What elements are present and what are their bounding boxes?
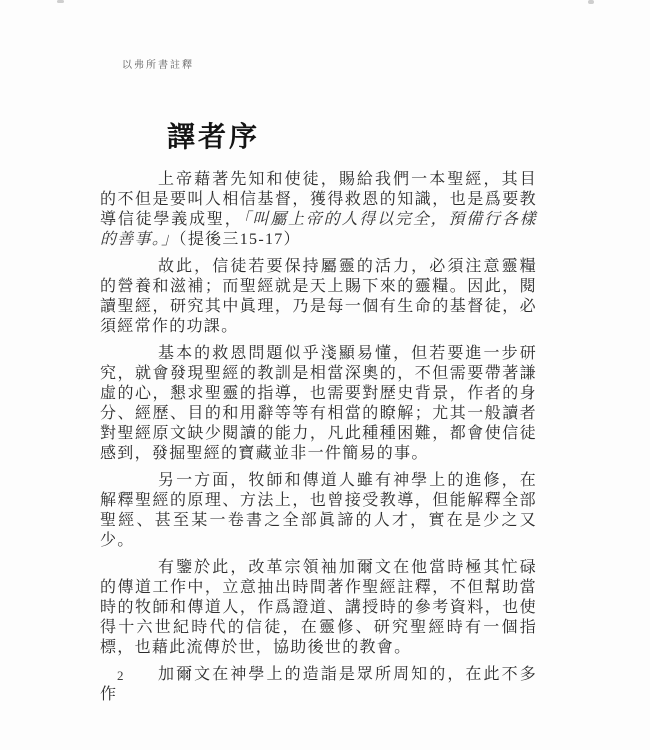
text-segment: 基本的救恩問題似乎淺顯易懂，但若要進一步研究，就會發現聖經的教訓是相當深奧的，不但需要帶著謙虛的心，懇求聖靈的指導，也需要對歷史背景，作者的身分、經歷、目的和用辭等等有相當的瞭解；尤其一般讀者對聖經原文缺少閱讀的能力，凡此種種困難，都會使信徒感到，發掘聖經的寶藏並非一件簡易的事。 <box>100 345 537 462</box>
body-text <box>100 170 537 712</box>
paragraph <box>100 665 537 705</box>
paragraph <box>100 558 537 658</box>
scan-artifact <box>588 0 594 4</box>
text-segment: 有鑒於此，改革宗領袖加爾文在他當時極其忙碌的傳道工作中，立意抽出時間著作聖經註釋，不但幫助當時的牧師和傳道人，作爲證道、講授時的參考資料，也使得十六世紀時代的信徒，在靈修、研究聖經時有一個指標，也藉此流傳於世，協助後世的教會。 <box>100 559 537 656</box>
paragraph <box>100 471 537 551</box>
quoted-scripture: 「叫屬上帝的人得以完全，預備行各樣的善事。」 <box>100 211 537 248</box>
text-segment: 故此，信徒若要保持屬靈的活力，必須注意靈糧的營養和滋補；而聖經就是天上賜下來的靈糧。因此，閱讀聖經，研究其中眞理，乃是每一個有生命的基督徒，必須經常作的功課。 <box>100 258 537 335</box>
text-segment: 另一方面，牧師和傳道人雖有神學上的進修，在解釋聖經的原理、方法上，也曾接受教導，但能解釋全部聖經、甚至某一卷書之全部眞諦的人才，實在是少之又少。 <box>100 472 537 549</box>
paragraph <box>100 344 537 464</box>
page-number: 2 <box>117 668 124 683</box>
paragraph <box>100 170 537 250</box>
text-segment: （提後三15-17） <box>178 231 301 248</box>
page-title: 譯者序 <box>167 121 261 153</box>
text-segment: 上帝藉著先知和使徒，賜給我們一本聖經，其目的不但是要叫人相信基督，獲得救恩的知識，也是爲要教導信徒學義成聖， <box>100 171 537 228</box>
scan-artifact <box>57 0 64 3</box>
running-header: 以弗所書註釋 <box>122 60 194 71</box>
text-segment: 加爾文在神學上的造詣是眾所周知的，在此不多作 <box>100 666 537 703</box>
paragraph <box>100 257 537 337</box>
